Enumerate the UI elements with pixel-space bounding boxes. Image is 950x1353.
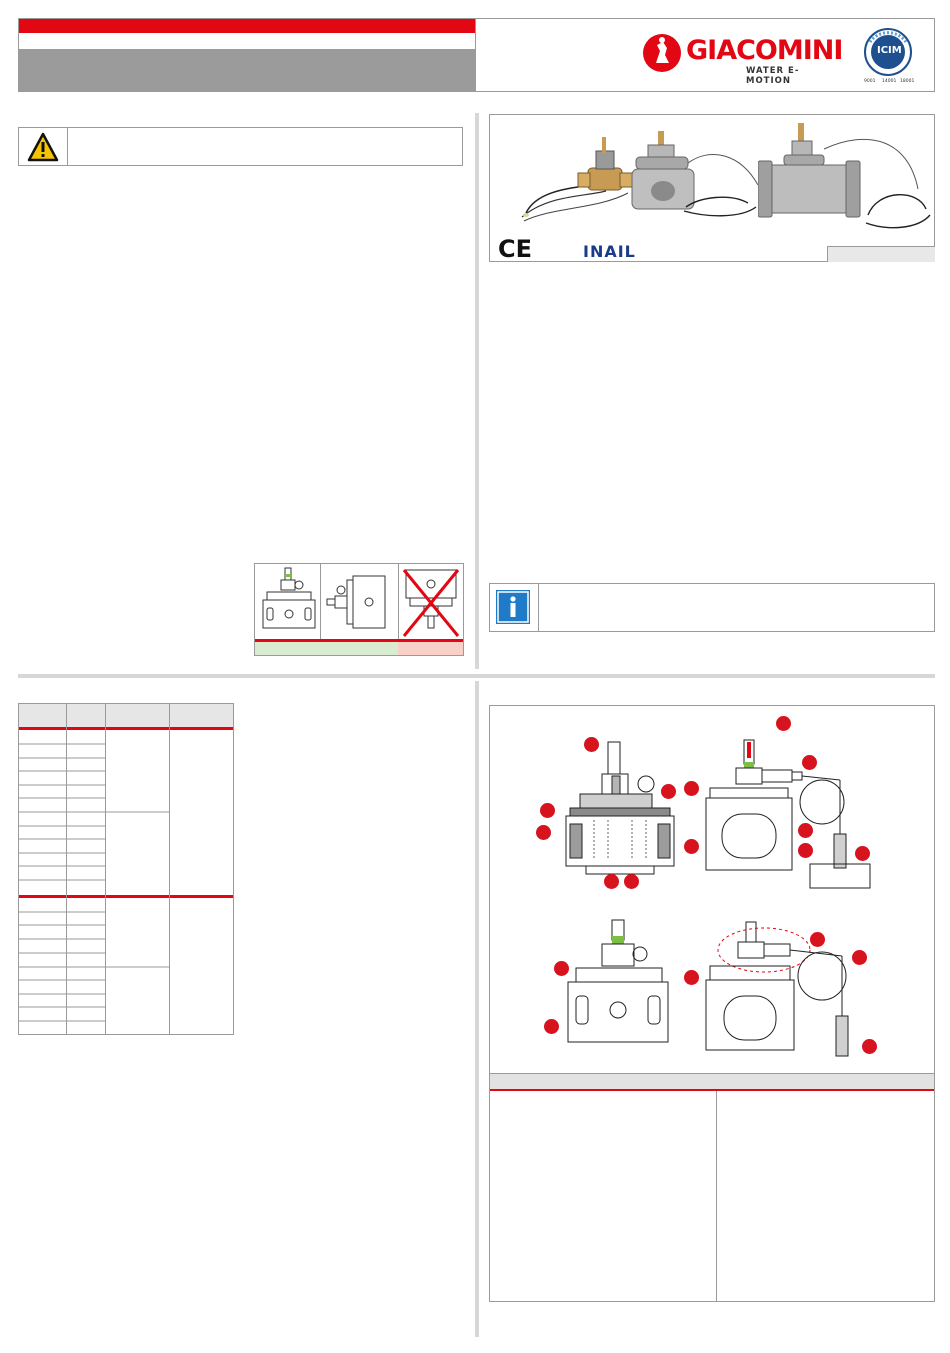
diagram-notes-divider: [716, 1091, 717, 1301]
inail-mark: INAIL: [583, 242, 636, 261]
info-icon-cell: [490, 584, 539, 631]
callout-marker: [810, 932, 825, 947]
models-table-row-lines: [19, 704, 233, 1034]
models-table: [18, 703, 234, 1035]
header-split: [475, 18, 476, 92]
callout-marker: [604, 874, 619, 889]
brand-name: GIACOMINI: [686, 35, 843, 66]
mounting-cell-divider-1: [320, 564, 321, 642]
info-icon: [496, 590, 530, 624]
mounting-allowed-band: [255, 642, 398, 655]
callout-marker: [536, 825, 551, 840]
cert-standard-3: 18001: [900, 79, 915, 84]
callout-marker: [684, 781, 699, 796]
callout-marker: [776, 716, 791, 731]
certification-badge: [860, 28, 916, 88]
callout-marker: [540, 803, 555, 818]
diagram-caption-rule: [490, 1089, 934, 1091]
product-photo-box: [489, 114, 935, 262]
cert-logo-text: ICIM: [877, 45, 902, 56]
product-medium-valve-image: [630, 127, 770, 232]
mounting-orientation-figure: [254, 563, 464, 656]
warning-box: [18, 127, 463, 166]
brand-tagline: WATER E-MOTION: [746, 66, 800, 86]
callout-marker: [684, 970, 699, 985]
callout-marker: [684, 839, 699, 854]
callout-marker: [584, 737, 599, 752]
callout-marker: [544, 1019, 559, 1034]
callout-marker: [798, 843, 813, 858]
valve-section-drawing: [550, 734, 690, 884]
valve-external-drawing: [560, 916, 680, 1056]
product-caption-box: [827, 246, 935, 262]
warning-triangle-icon: [27, 132, 59, 162]
column-divider-top: [475, 113, 479, 669]
callout-marker: [862, 1039, 877, 1054]
cert-standard-2: 14001: [882, 79, 897, 84]
callout-marker: [554, 961, 569, 976]
valve-capillary-drawing: [700, 734, 900, 894]
callout-marker: [661, 784, 676, 799]
cert-standard-1: 9001: [864, 79, 876, 84]
callout-marker: [855, 846, 870, 861]
valve-upright-icon: [259, 566, 319, 638]
warning-icon-cell: [19, 128, 68, 165]
column-divider-bottom: [475, 681, 479, 1337]
callout-marker: [798, 823, 813, 838]
section-divider: [18, 674, 935, 678]
ce-mark: CE: [498, 235, 533, 263]
product-large-valve-image: [758, 119, 933, 234]
mounting-cell-divider-2: [398, 564, 399, 642]
callout-marker: [852, 950, 867, 965]
callout-marker: [802, 755, 817, 770]
exploded-diagram-box: [489, 705, 935, 1302]
callout-marker: [624, 874, 639, 889]
valve-inverted-forbidden-icon: [400, 566, 462, 638]
brand-logo: [642, 33, 843, 86]
diagram-caption-bar: [490, 1073, 934, 1090]
brand-emblem-icon: [642, 33, 682, 73]
mounting-forbidden-band: [398, 642, 463, 655]
valve-sideways-icon: [323, 566, 393, 638]
info-note-box: [489, 583, 935, 632]
